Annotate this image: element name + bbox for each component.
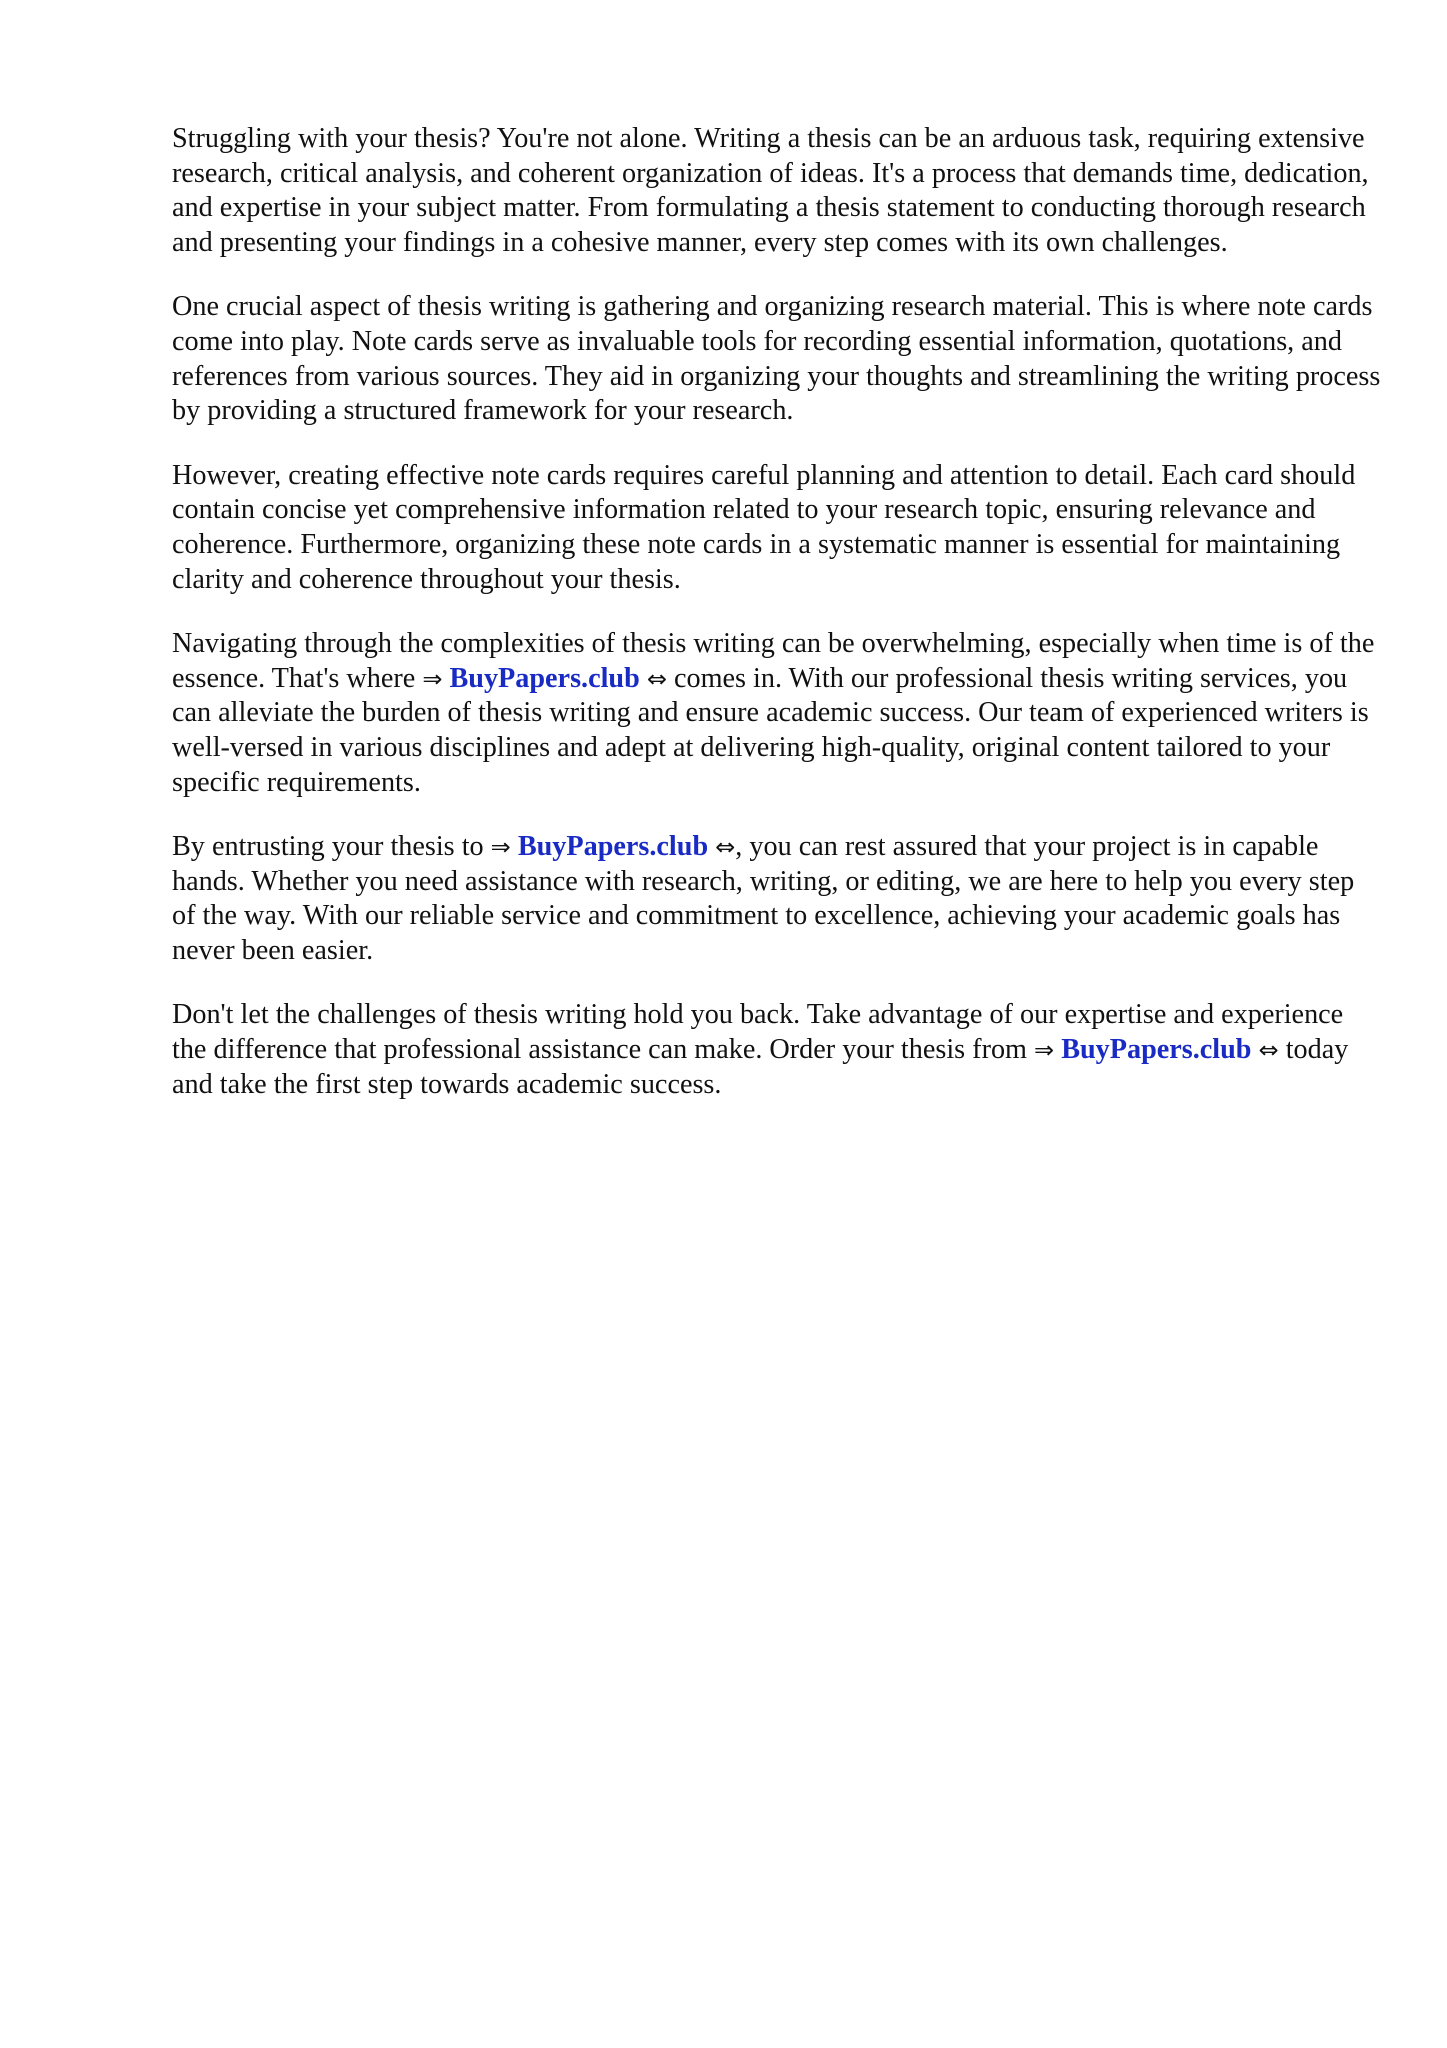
paragraph-3 <box>172 459 1382 597</box>
paragraph-4 <box>172 627 1382 800</box>
paragraph-2-text: One crucial aspect of thesis writing is gathering and organizing research material. This is where note cards come into play. Note cards serve as invaluable tools for recording essential information, quotations, and references from various sources. They aid in organizing your thoughts and streamlining the writing process by providing a structured framework for your research. <box>172 291 1381 427</box>
paragraph-4-text-after: comes in. With our professional thesis writing services, you can alleviate the burden of thesis writing and ensure academic success. Our team of experienced writers is well-versed in various disciplines and adept at delivering high-quality, original content tailored to your specific requirements. <box>172 662 1369 798</box>
paragraph-3-text: However, creating effective note cards requires careful planning and attention to detail. Each card should contain concise yet comprehensive information related to your research topic, ensuring relevance and coherence. Furthermore, organizing these note cards in a systematic manner is essential for maintaining clarity and coherence throughout your thesis. <box>172 459 1356 595</box>
right-arrow-icon: ⇒ <box>1034 1036 1055 1065</box>
right-arrow-icon: ⇒ <box>422 664 443 693</box>
buypapers-link[interactable]: BuyPapers.club <box>1061 1034 1252 1066</box>
paragraph-6-text-before: Don't let the challenges of thesis writing hold you back. Take advantage of our expertise and experience the difference that professional assistance can make. Order your thesis from <box>172 999 1344 1066</box>
paragraph-5-text-after: , you can rest assured that your project is in capable hands. Whether you need assistance with research, writing, or editing, we are here to help you every step of the way. With our reliable service and commitment to excellence, achieving your academic goals has never been easier. <box>172 831 1355 966</box>
double-arrow-icon: ⇔ <box>715 833 736 862</box>
paragraph-1-text: Struggling with your thesis? You're not alone. Writing a thesis can be an arduous task, requiring extensive research, critical analysis, and coherent organization of ideas. It's a process that demands time, dedication, and expertise in your subject matter. From formulating a thesis statement to conducting thorough research and presenting your findings in a cohesive manner, every step comes with its own challenges. <box>172 123 1369 258</box>
buypapers-link[interactable]: BuyPapers.club <box>517 831 709 863</box>
paragraph-1 <box>172 122 1382 260</box>
paragraph-6 <box>172 998 1382 1102</box>
paragraph-5 <box>172 830 1382 968</box>
paragraph-6-text-after: today and take the first step towards academic success. <box>172 1034 1349 1100</box>
right-arrow-icon: ⇒ <box>490 833 511 862</box>
double-arrow-icon: ⇔ <box>646 664 667 693</box>
paragraph-2 <box>172 290 1382 428</box>
paragraph-4-text-before: Navigating through the complexities of thesis writing can be overwhelming, especially when time is of the essence. That's where <box>172 628 1375 694</box>
double-arrow-icon: ⇔ <box>1258 1036 1279 1065</box>
document-body <box>172 122 1382 1132</box>
paragraph-5-text-before: By entrusting your thesis to <box>172 831 484 863</box>
buypapers-link[interactable]: BuyPapers.club <box>449 662 640 694</box>
